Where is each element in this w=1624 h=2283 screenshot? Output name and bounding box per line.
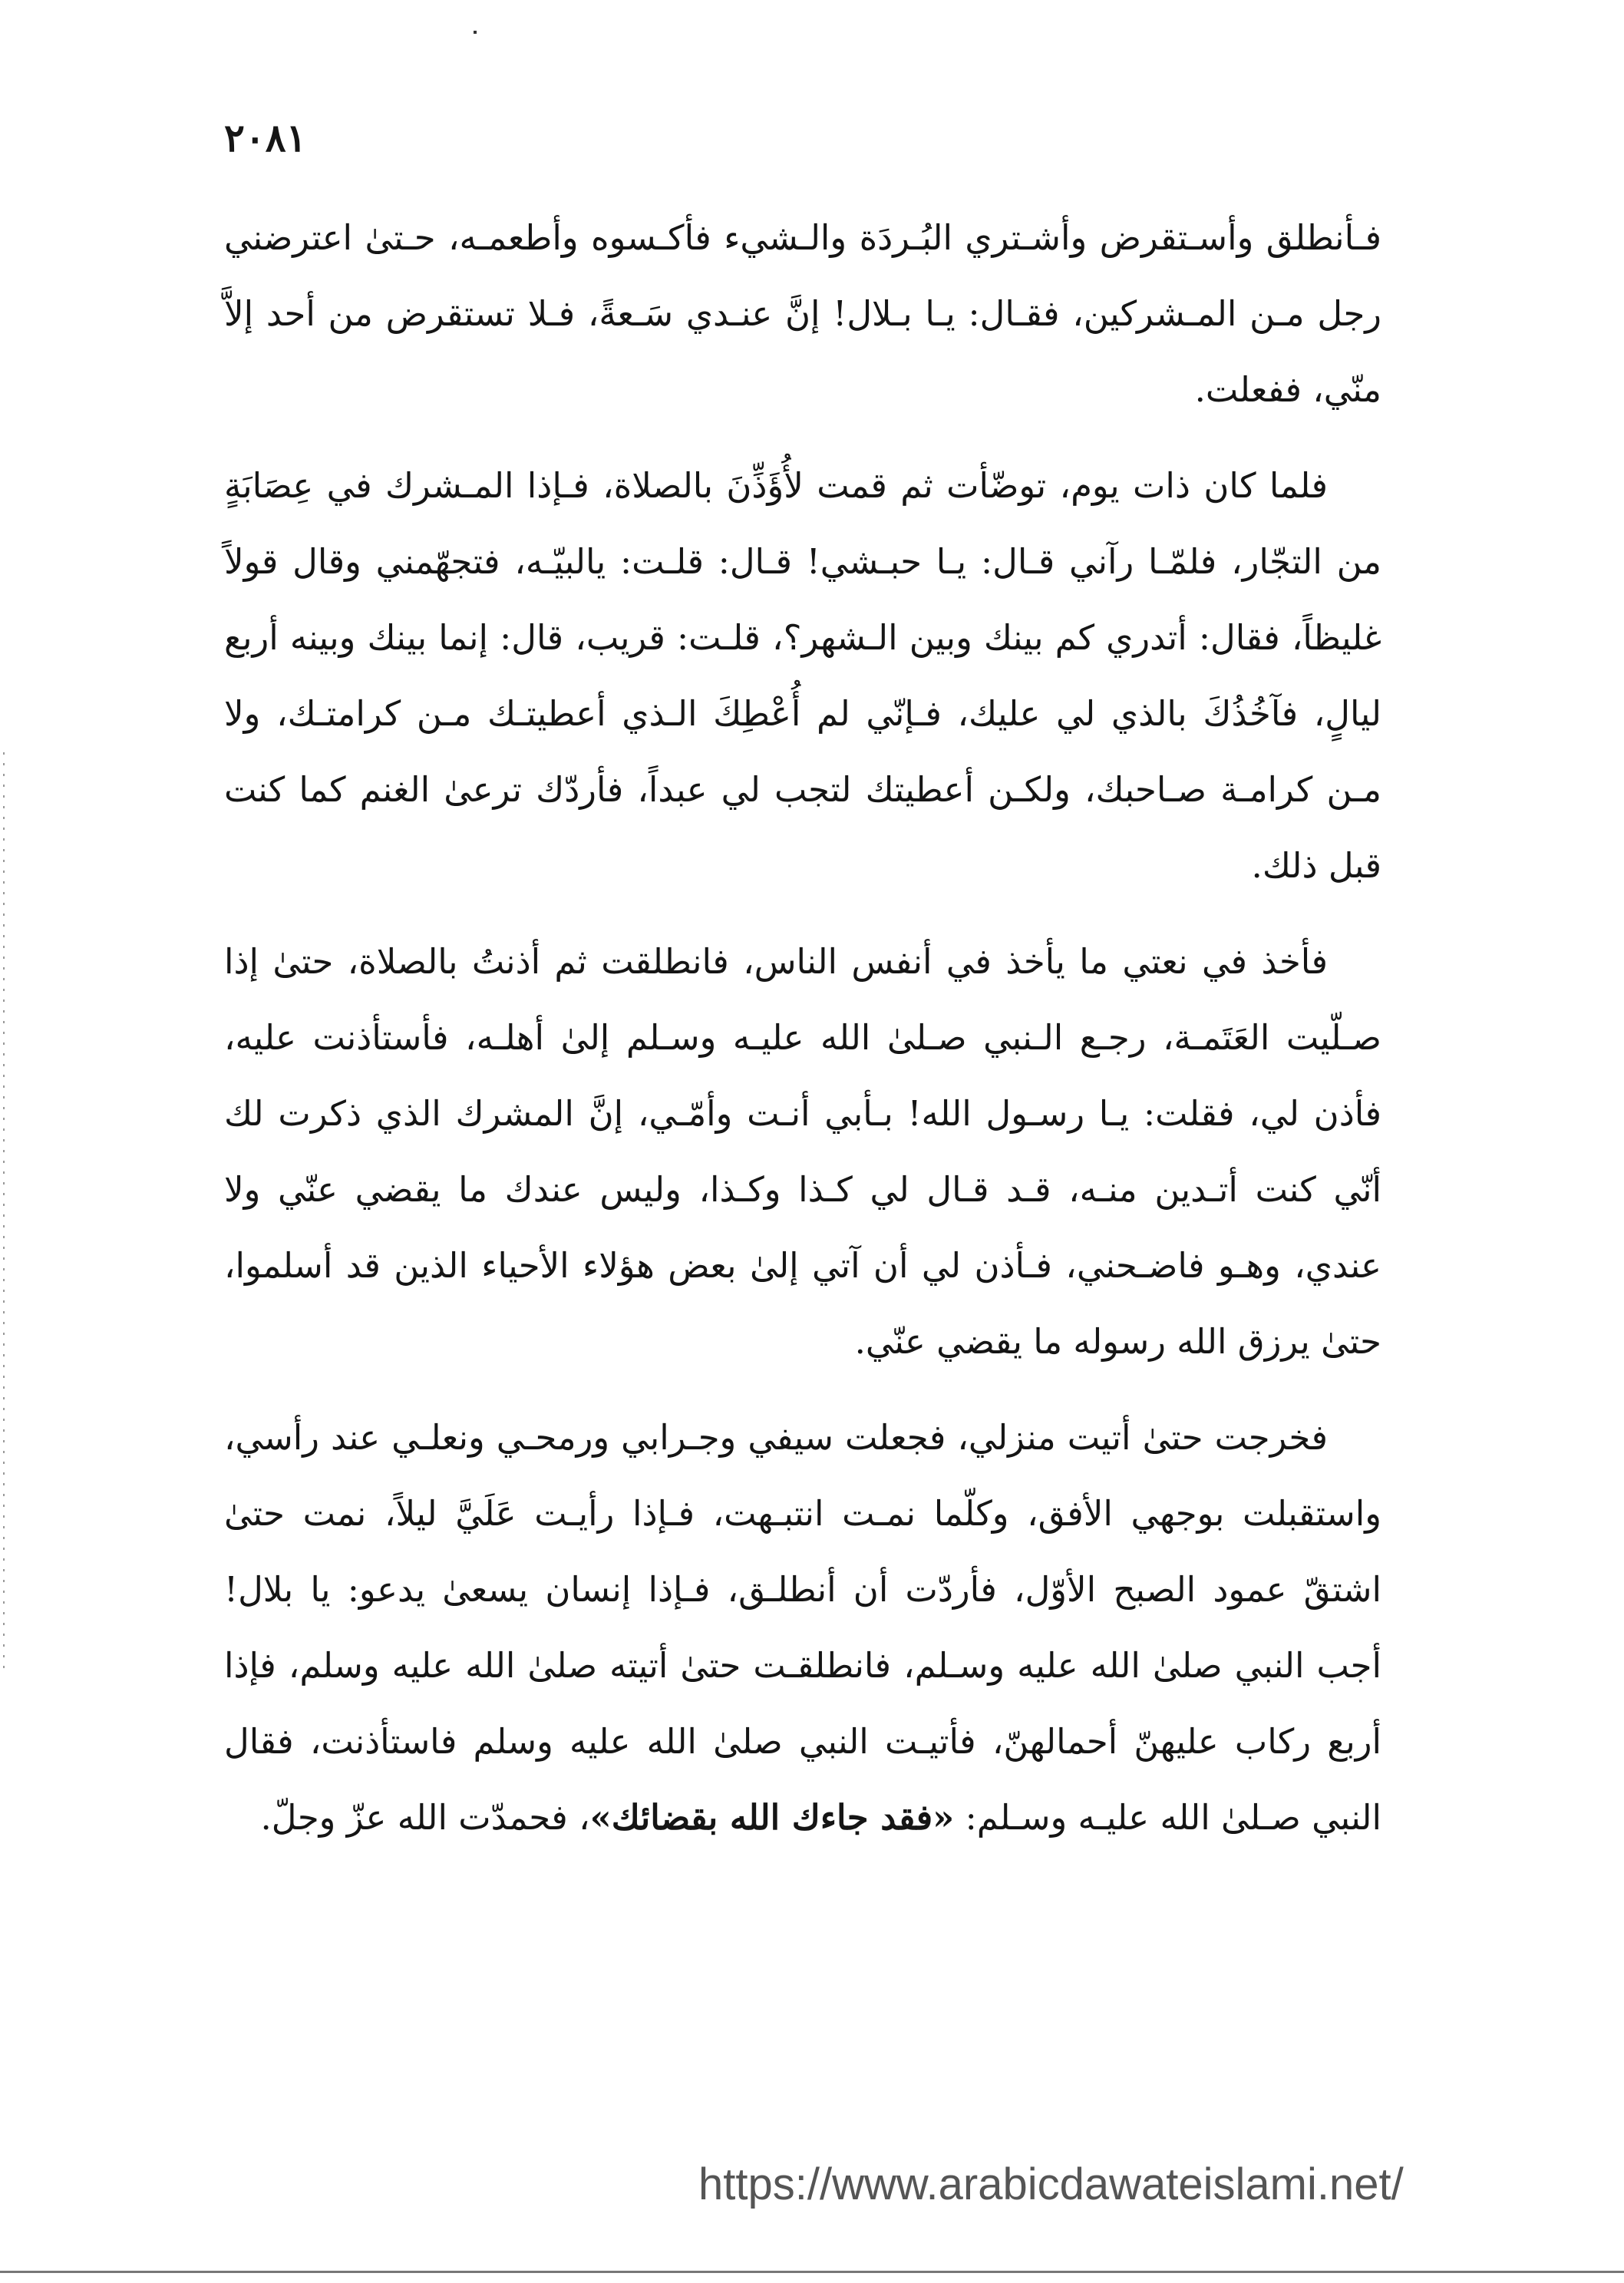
paragraph-4-tail: ، فحمدّت الله عزّ وجلّ. xyxy=(260,1797,590,1838)
paragraph-4-text: فخرجت حتىٰ أتيت منزلي، فجعلت سيفي وجـرابي ورمحـي ونعلـي عند رأسي، واستقبلت بوجهي الأفق، وكلّما نمـت انتبـهت، فـإذا رأيـت عَلَيَّ ليلاً، نمت حتىٰ اشتقّ عمود الصبح الأوّل، فأردّت أن أنطلـق، فـإذا إنسان يسعىٰ يدعو: يا بلال! أجب النبي صلىٰ الله عليه وسـلم، فانطلقـت حتىٰ أتيته صلىٰ الله عليه وسلم، فإذا أربع ركاب عليهنّ أحمالهنّ، فأتيـت النبي صلىٰ الله عليه وسلم فاستأذنت، فقال النبي صـلىٰ الله عليـه وسـلم: xyxy=(224,1417,1381,1838)
paragraph-1: فـأنطلق وأسـتقرض وأشـتري البُـردَة والـشيء فأكـسوه وأطعمـه، حـتىٰ اعترضني رجل مـن المـشركين، فقـال: يـا بـلال! إنَّ عنـدي سَـعةً، فـلا تستقرض من أحد إلاَّ منّي، ففعلت. xyxy=(224,217,1381,410)
paragraph-3: فأخذ في نعتي ما يأخذ في أنفس الناس، فانطلقت ثم أذنتُ بالصلاة، حتىٰ إذا صـلّيت العَتَمـة، رجـع الـنبي صـلىٰ الله عليـه وسـلم إلىٰ أهلـه، فأستأذنت عليه، فأذن لي، فقلت: يـا رسـول الله! بـأبي أنـت وأمّـي، إنَّ المشرك الذي ذكرت لك أنّي كنت أتـدين منـه، قـد قـال لي كـذا وكـذا، وليس عندك ما يقضي عنّي ولا عندي، وهـو فاضـحني، فـأذن لي أن آتي إلىٰ بعض هؤلاء الأحياء الذين قد أسلموا، حتىٰ يرزق الله رسوله ما يقضي عنّي. xyxy=(224,941,1381,1362)
scan-edge xyxy=(3,752,5,1673)
paragraph-4 xyxy=(224,1399,1381,1855)
prophetic-quote: «فقد جاءك الله بقضائك» xyxy=(589,1797,955,1838)
scan-bottom-edge xyxy=(0,2271,1624,2273)
paragraph-2: فلما كان ذات يوم، توضّأت ثم قمت لأُؤَذِّنَ بالصلاة، فـإذا المـشرك في عِصَابَةٍ من التجّار، فلمّـا رآني قـال: يـا حبـشي! قـال: قلـت: يالبيّـه، فتجهّمني وقال قولاً غليظاً، فقال: أتدري كم بينك وبين الـشهر؟، قلـت: قريب، قال: إنما بينك وبينه أربع ليالٍ، فآخُذُكَ بالذي لي عليك، فـإنّي لم أُعْطِكَ الـذي أعطيتـك مـن كرامتـك، ولا مـن كرامـة صـاحبك، ولكـن أعطيتك لتجب لي عبداً، فأردّك ترعىٰ الغنم كما كنت قبل ذلك. xyxy=(224,465,1381,886)
page-number: ٢٠٨١ xyxy=(224,115,307,160)
scan-speck xyxy=(474,31,477,34)
text-body xyxy=(224,200,1381,1875)
watermark-url: https://www.arabicdawateislami.net/ xyxy=(698,2159,1404,2209)
